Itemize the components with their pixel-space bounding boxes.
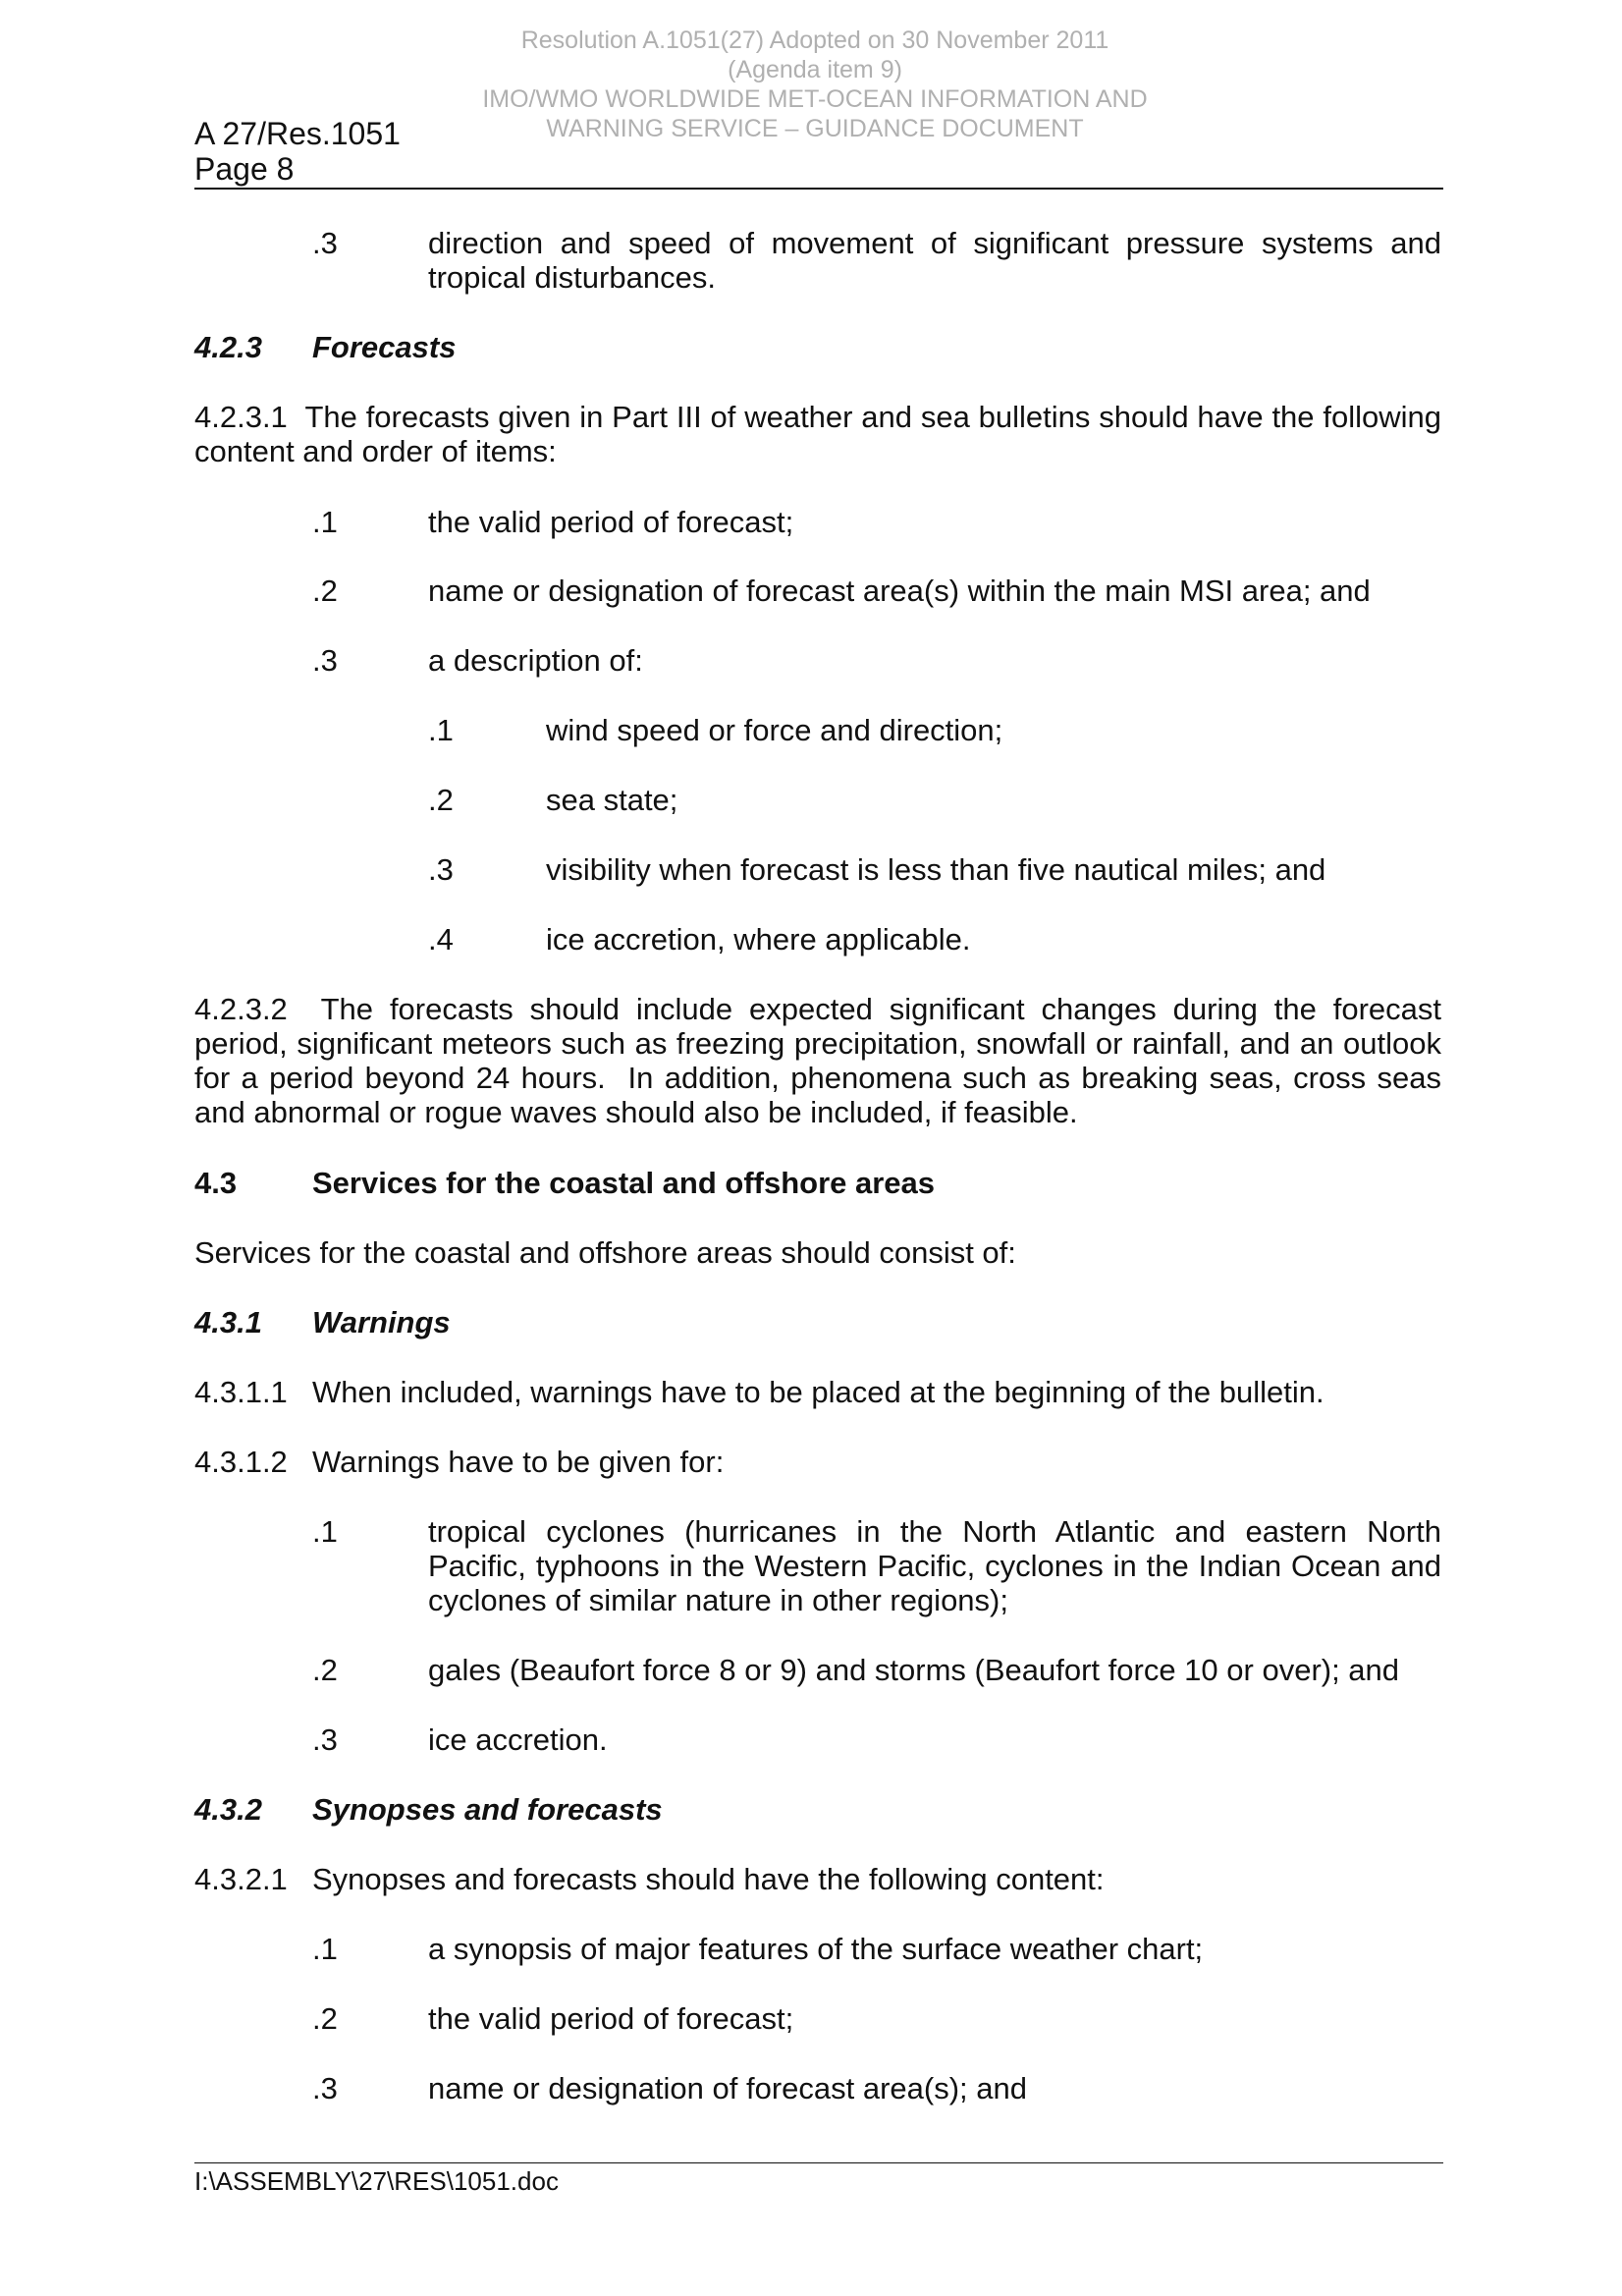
list-item-number: .1 <box>312 1514 338 1549</box>
paragraph-number: 4.3.1.1 <box>194 1375 288 1409</box>
section-title: Warnings <box>312 1305 451 1339</box>
sub-item-number: .2 <box>428 783 454 817</box>
document-reference: A 27/Res.1051 <box>194 116 401 151</box>
paragraph-4-2-3-2: 4.2.3.2 The forecasts should include expected significant changes during the forecast period, significant meteors such as freezing precipitation, snowfall or rainfall, and an outlook for a period beyond 24 hours. In addition, phenomena such as breaking seas, cross seas and abnormal or rogue waves should also be included, if feasible. <box>194 992 1441 1129</box>
sub-item-text: visibility when forecast is less than five nautical miles; and <box>546 852 1326 887</box>
sub-item-number: .1 <box>428 713 454 747</box>
paragraph-text: When included, warnings have to be placed at the beginning of the bulletin. <box>312 1375 1325 1409</box>
section-number: 4.2.3 <box>194 330 262 364</box>
page-number: Page 8 <box>194 151 295 187</box>
watermark-line-1: Resolution A.1051(27) Adopted on 30 November 2011 <box>520 27 1109 54</box>
list-item-number: .1 <box>312 505 338 539</box>
section-title: Services for the coastal and offshore areas <box>312 1166 936 1200</box>
list-item-number: .3 <box>312 2071 338 2105</box>
footer-rule <box>194 2162 1443 2163</box>
sub-item-text: sea state; <box>546 783 678 817</box>
list-item-text: a synopsis of major features of the surface weather chart; <box>428 1932 1204 1966</box>
paragraph-number: 4.3.2.1 <box>194 1862 288 1896</box>
list-item-text: name or designation of forecast area(s); and <box>428 2071 1028 2105</box>
list-item-number: .2 <box>312 574 338 608</box>
paragraph-number: 4.3.1.2 <box>194 1445 288 1479</box>
list-item-text: name or designation of forecast area(s) within the main MSI area; and <box>428 574 1371 608</box>
header-rule <box>194 188 1443 190</box>
list-item-text: the valid period of forecast; <box>428 2001 794 2036</box>
section-number: 4.3.1 <box>194 1305 262 1339</box>
sub-item-text: wind speed or force and direction; <box>546 713 1003 747</box>
sub-item-text: ice accretion, where applicable. <box>546 922 971 957</box>
sub-item-number: .3 <box>428 852 454 887</box>
watermark-line-4: WARNING SERVICE – GUIDANCE DOCUMENT <box>546 115 1084 142</box>
paragraph-4-2-3-1: 4.2.3.1 The forecasts given in Part III of weather and sea bulletins should have the following content and order of items: <box>194 400 1441 468</box>
paragraph-text: Warnings have to be given for: <box>312 1445 725 1479</box>
list-item-text: the valid period of forecast; <box>428 505 794 539</box>
list-item-text: tropical cyclones (hurricanes in the North Atlantic and eastern North Pacific, typhoons in the Western Pacific, cyclones in the Indian Ocean and cyclones of similar nature in other regions); <box>428 1514 1441 1617</box>
paragraph-4-3-intro: Services for the coastal and offshore areas should consist of: <box>194 1235 1016 1270</box>
section-title: Forecasts <box>312 330 457 364</box>
list-item-number: .3 <box>312 1722 338 1757</box>
list-item-number: .2 <box>312 2001 338 2036</box>
list-item-text: a description of: <box>428 643 643 678</box>
list-item-text: ice accretion. <box>428 1722 608 1757</box>
list-item-number: .1 <box>312 1932 338 1966</box>
list-item-text: gales (Beaufort force 8 or 9) and storms (Beaufort force 10 or over); and <box>428 1653 1400 1687</box>
adoption-watermark <box>412 26 1217 143</box>
list-item-number: .2 <box>312 1653 338 1687</box>
section-number: 4.3.2 <box>194 1792 262 1827</box>
section-number: 4.3 <box>194 1166 238 1200</box>
section-title: Synopses and forecasts <box>312 1792 663 1827</box>
paragraph-text: Synopses and forecasts should have the following content: <box>312 1862 1105 1896</box>
watermark-line-2: (Agenda item 9) <box>728 56 902 83</box>
list-item-number: .3 <box>312 643 338 678</box>
watermark-line-3: IMO/WMO WORLDWIDE MET-OCEAN INFORMATION AND <box>482 85 1148 113</box>
sub-item-number: .4 <box>428 922 454 957</box>
list-item-number: .3 <box>312 226 338 260</box>
list-item-text: direction and speed of movement of significant pressure systems and tropical disturbances. <box>428 226 1441 295</box>
file-path: I:\ASSEMBLY\27\RES\1051.doc <box>194 2166 559 2196</box>
